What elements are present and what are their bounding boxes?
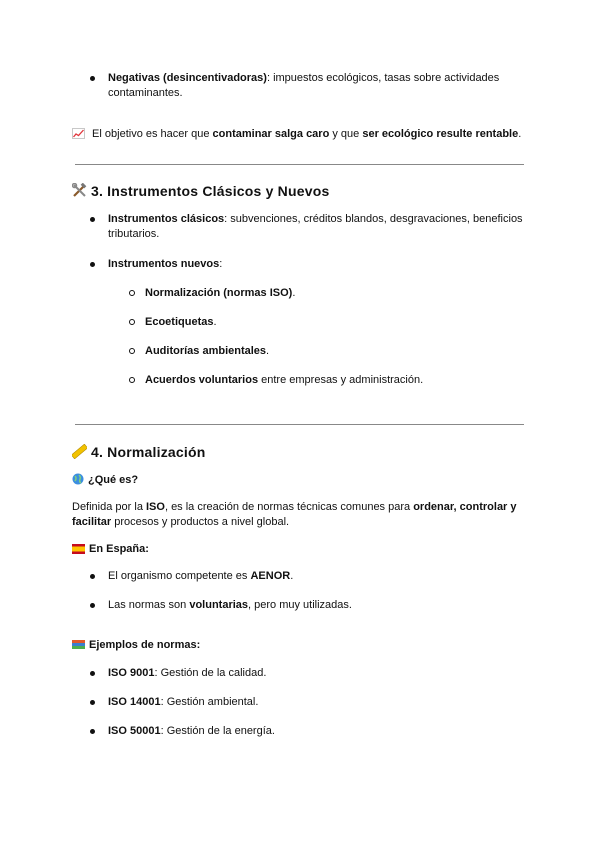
norma-item: [108, 695, 258, 710]
bullet-dot: [90, 729, 95, 734]
sub-item-bold: Ecoetiquetas: [145, 316, 214, 328]
espana-bold: AENOR: [250, 570, 291, 582]
sub-item-text: .: [266, 345, 270, 357]
nuevos-item: [108, 257, 222, 272]
clasicos-bold: Instrumentos clásicos: [108, 213, 225, 225]
espana-text: Las normas son: [108, 599, 190, 611]
objetivo-bold-1: contaminar salga caro: [212, 128, 330, 140]
divider: [75, 424, 524, 425]
negativas-bold: Negativas (desincentivadoras): [108, 72, 267, 84]
sub-item: [145, 344, 269, 359]
bullet-circle: [129, 290, 135, 296]
norma-desc: : Gestión de la calidad.: [154, 667, 267, 679]
espana-item: [108, 569, 293, 584]
clasicos-text: : subvenciones, créditos blandos, desgravaciones, beneficios: [224, 213, 523, 225]
sub-item: [145, 373, 423, 388]
section-4-title: 4. Normalización: [91, 444, 206, 460]
definition-bold: ISO: [146, 501, 165, 513]
nuevos-text: :: [219, 258, 223, 270]
bullet-dot: [90, 603, 95, 608]
section-4-heading: [72, 443, 205, 463]
definition-text: Definida por la: [72, 501, 146, 513]
globe-icon: [72, 473, 84, 490]
bullet-dot: [90, 76, 95, 81]
norma-code: ISO 9001: [108, 667, 155, 679]
negativas-text-2: contaminantes.: [108, 87, 183, 99]
negativas-text: : impuestos ecológicos, tasas sobre actividades: [266, 72, 500, 84]
clasicos-item: [108, 212, 538, 242]
sub-item-text: .: [213, 316, 217, 328]
espana-heading: [72, 542, 149, 559]
espana-bold: voluntarias: [189, 599, 249, 611]
ejemplos-heading: [72, 638, 200, 655]
que-es-heading: [72, 473, 138, 490]
section-3-heading: [72, 182, 329, 202]
bullet-dot: [90, 671, 95, 676]
norma-desc: : Gestión de la energía.: [160, 725, 275, 737]
espana-text: El organismo competente es: [108, 570, 251, 582]
ruler-icon: [72, 444, 87, 463]
definition-bold: facilitar: [72, 516, 112, 528]
objetivo-pre: El objetivo es hacer que: [89, 128, 213, 140]
objetivo-line: [72, 127, 542, 144]
espana-label: En España:: [89, 543, 149, 555]
objetivo-bold-2: ser ecológico resulte rentable: [362, 128, 519, 140]
sub-item-text: entre empresas y administración.: [258, 374, 424, 386]
divider: [75, 164, 524, 165]
sub-item-text: .: [292, 287, 296, 299]
sub-item-bold: Normalización (normas ISO): [145, 287, 293, 299]
norma-code: ISO 50001: [108, 725, 161, 737]
section-3-title: 3. Instrumentos Clásicos y Nuevos: [91, 183, 330, 199]
espana-text: .: [290, 570, 294, 582]
norma-item: [108, 666, 266, 681]
bullet-dot: [90, 262, 95, 267]
objetivo-end: .: [518, 128, 522, 140]
spain-flag-icon: [72, 544, 85, 559]
bullet-dot: [90, 700, 95, 705]
hammer-wrench-icon: [72, 183, 87, 202]
sub-item-bold: Acuerdos voluntarios: [145, 374, 259, 386]
negativas-item: [108, 71, 528, 101]
norma-desc: : Gestión ambiental.: [160, 696, 259, 708]
objetivo-mid: y que: [329, 128, 363, 140]
sub-item: [145, 286, 295, 301]
espana-text: , pero muy utilizadas.: [248, 599, 352, 611]
espana-item: [108, 598, 352, 613]
books-icon: [72, 639, 85, 655]
chart-increasing-icon: [72, 128, 85, 144]
bullet-dot: [90, 574, 95, 579]
ejemplos-label: Ejemplos de normas:: [89, 639, 201, 651]
definition-bold: ordenar, controlar y: [413, 501, 517, 513]
sub-item-bold: Auditorías ambientales: [145, 345, 267, 357]
nuevos-bold: Instrumentos nuevos: [108, 258, 220, 270]
bullet-circle: [129, 319, 135, 325]
definition-paragraph: [72, 500, 542, 530]
norma-code: ISO 14001: [108, 696, 161, 708]
norma-item: [108, 724, 275, 739]
que-es-label: ¿Qué es?: [88, 474, 139, 486]
bullet-dot: [90, 217, 95, 222]
clasicos-text-2: tributarios.: [108, 228, 160, 240]
bullet-circle: [129, 348, 135, 354]
definition-text: , es la creación de normas técnicas comunes para: [164, 501, 414, 513]
sub-item: [145, 315, 217, 330]
bullet-circle: [129, 377, 135, 383]
definition-text: procesos y productos a nivel global.: [111, 516, 290, 528]
